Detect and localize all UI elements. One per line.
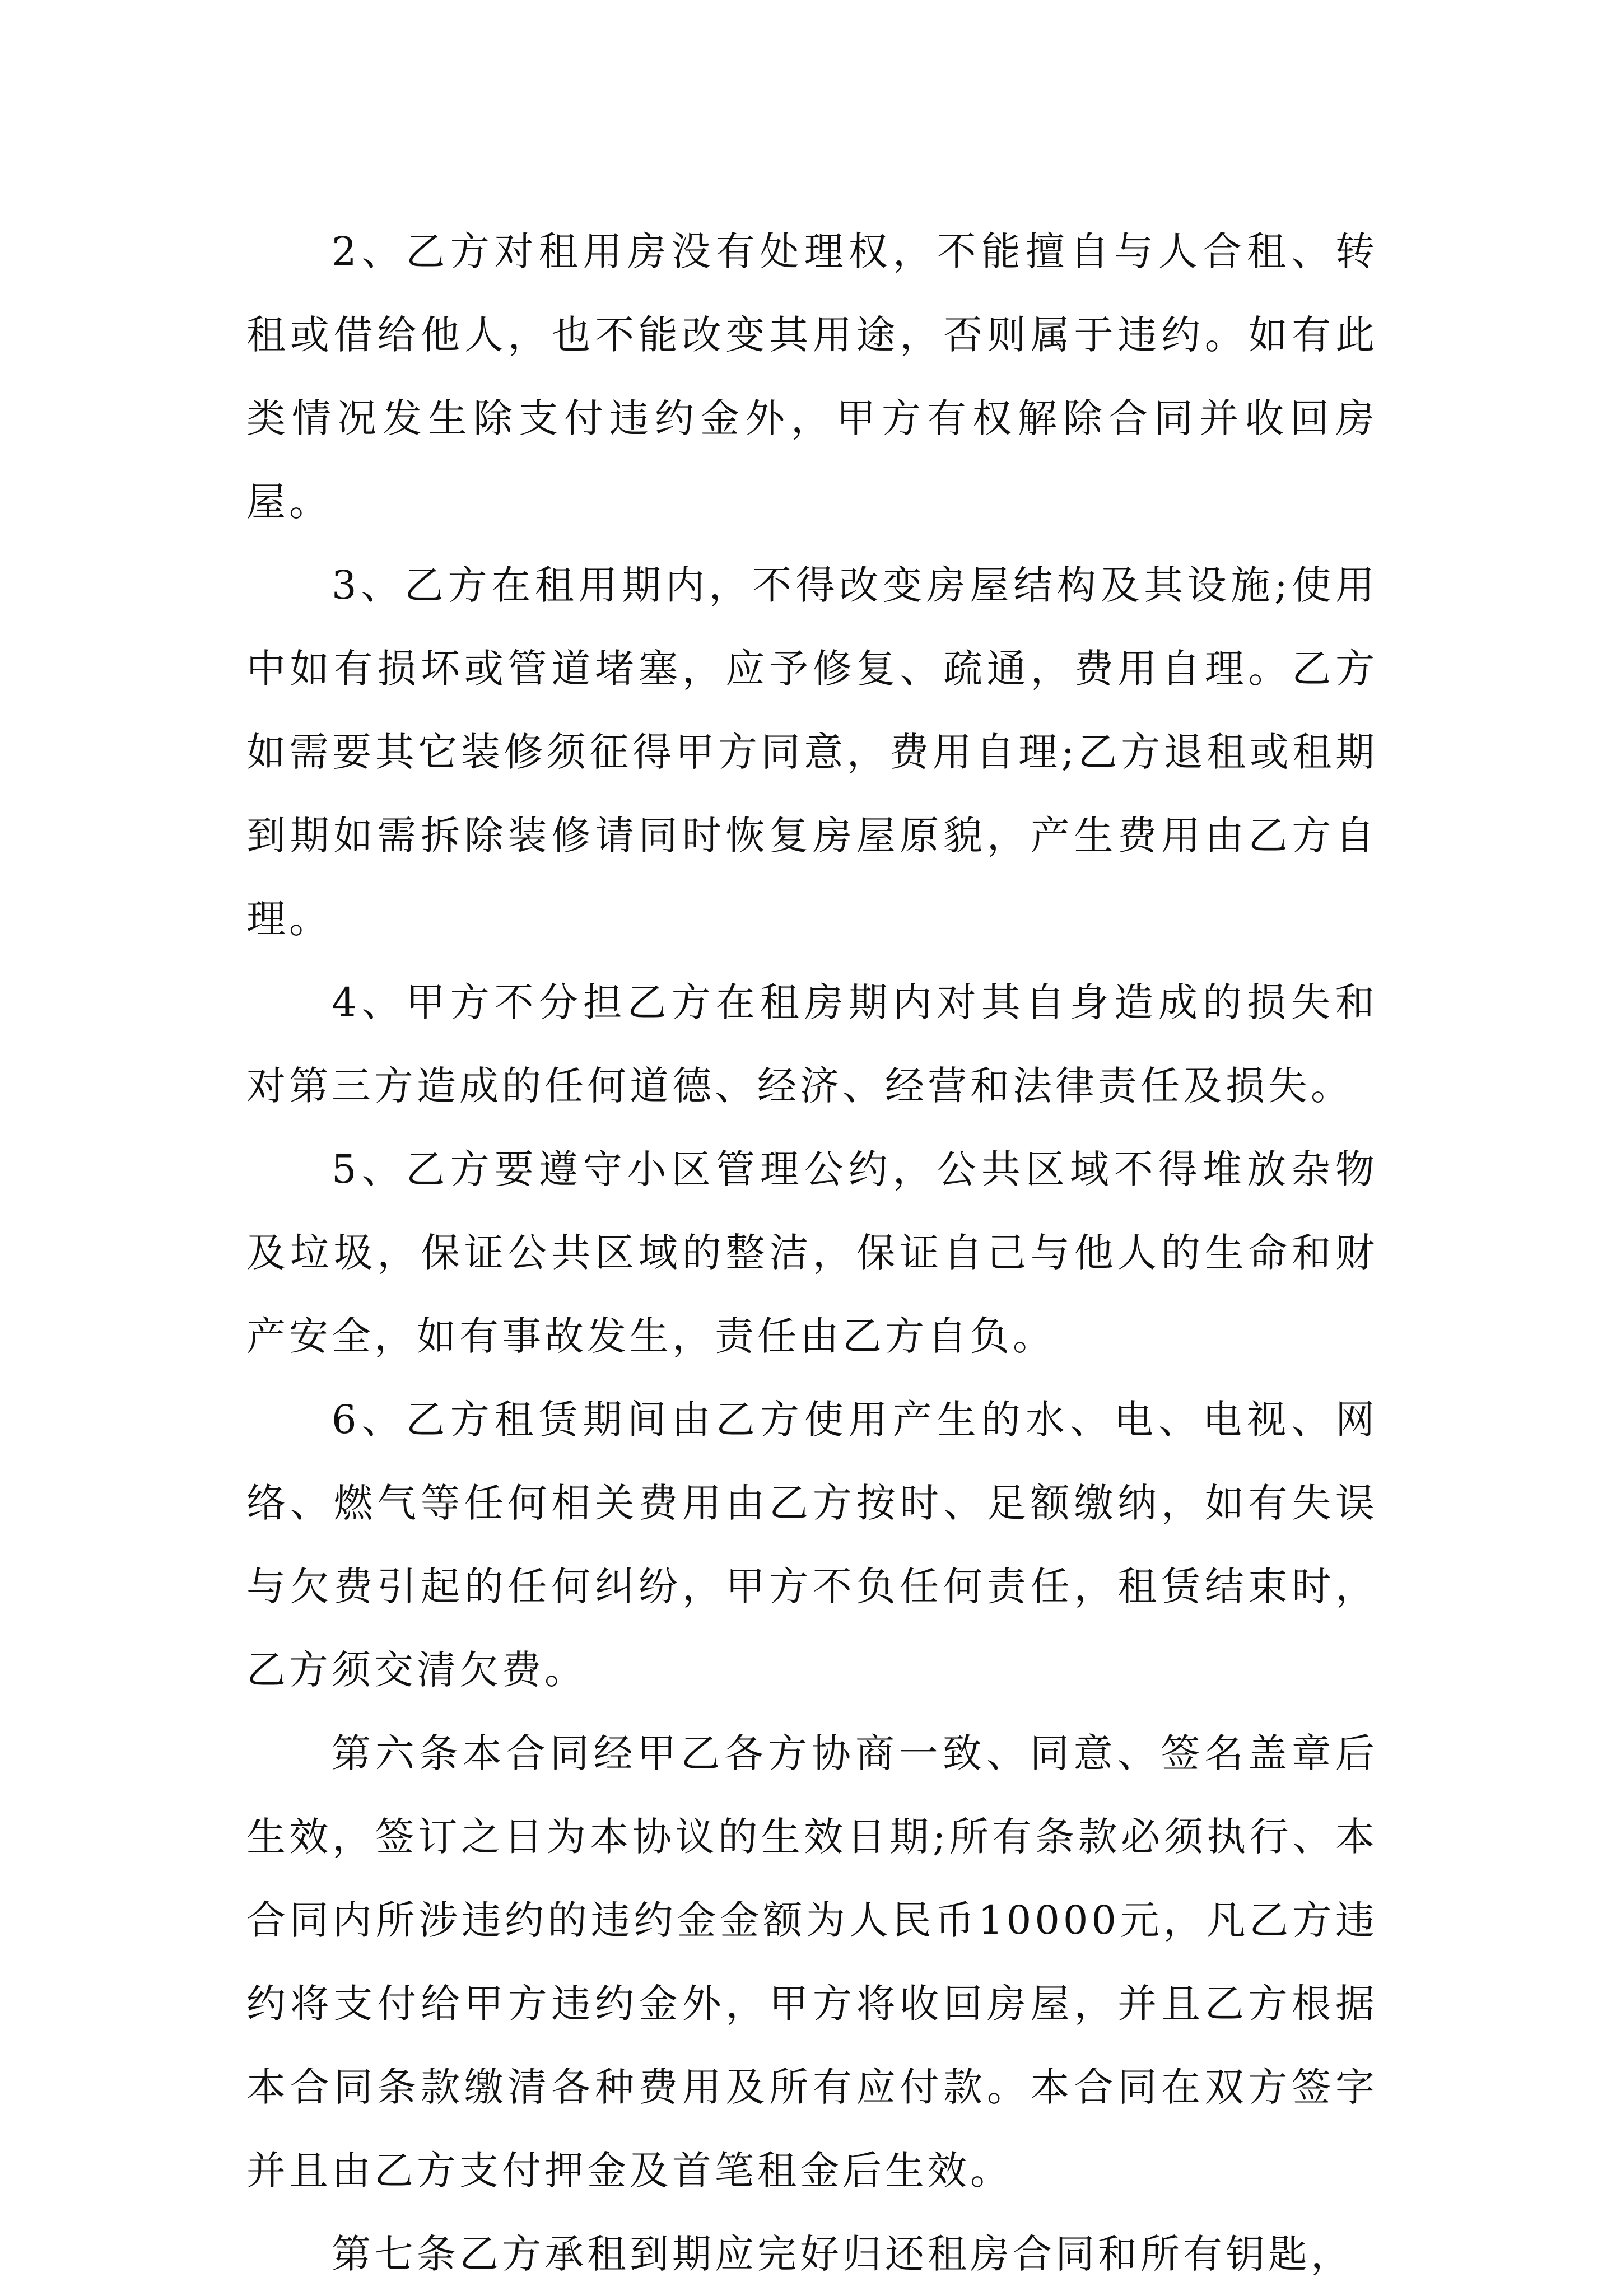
clause-5-paragraph: 5、乙方要遵守小区管理公约，公共区域不得堆放杂物及垃圾，保证公共区域的整洁，保证自己与他人的生命和财产安全，如有事故发生，责任由乙方自负。 bbox=[246, 1146, 1378, 1359]
clause-3-paragraph: 3、乙方在租用期内，不得改变房屋结构及其设施;使用中如有损坏或管道堵塞，应予修复、疏通，费用自理。乙方如需要其它装修须征得甲方同意，费用自理;乙方退租或租期到期如需拆除装修请同时恢复房屋原貌，产生费用由乙方自理。 bbox=[246, 562, 1378, 942]
clause-2-paragraph: 2、乙方对租用房没有处理权，不能擅自与人合租、转租或借给他人，也不能改变其用途，否则属于违约。如有此类情况发生除支付违约金外，甲方有权解除合同并收回房屋。 bbox=[246, 228, 1378, 525]
article-7-paragraph: 第七条乙方承租到期应完好归还租房合同和所有钥匙， bbox=[332, 2231, 1353, 2277]
article-6-paragraph: 第六条本合同经甲乙各方协商一致、同意、签名盖章后生效，签订之日为本协议的生效日期;所有条款必须执行、本合同内所涉违约的违约金金额为人民币10000元，凡乙方违约将支付给甲方违约金外，甲方将收回房屋，并且乙方根据本合同条款缴清各种费用及所有应付款。本合同在双方签字并且由乙方支付押金及首笔租金后生效。 bbox=[246, 1730, 1378, 2194]
contract-body bbox=[246, 210, 1378, 2296]
clause-6-paragraph: 6、乙方租赁期间由乙方使用产生的水、电、电视、网络、燃气等任何相关费用由乙方按时、足额缴纳，如有失误与欠费引起的任何纠纷，甲方不负任何责任，租赁结束时，乙方须交清欠费。 bbox=[246, 1397, 1378, 1693]
clause-4-paragraph: 4、甲方不分担乙方在租房期内对其自身造成的损失和对第三方造成的任何道德、经济、经营和法律责任及损失。 bbox=[246, 979, 1378, 1109]
